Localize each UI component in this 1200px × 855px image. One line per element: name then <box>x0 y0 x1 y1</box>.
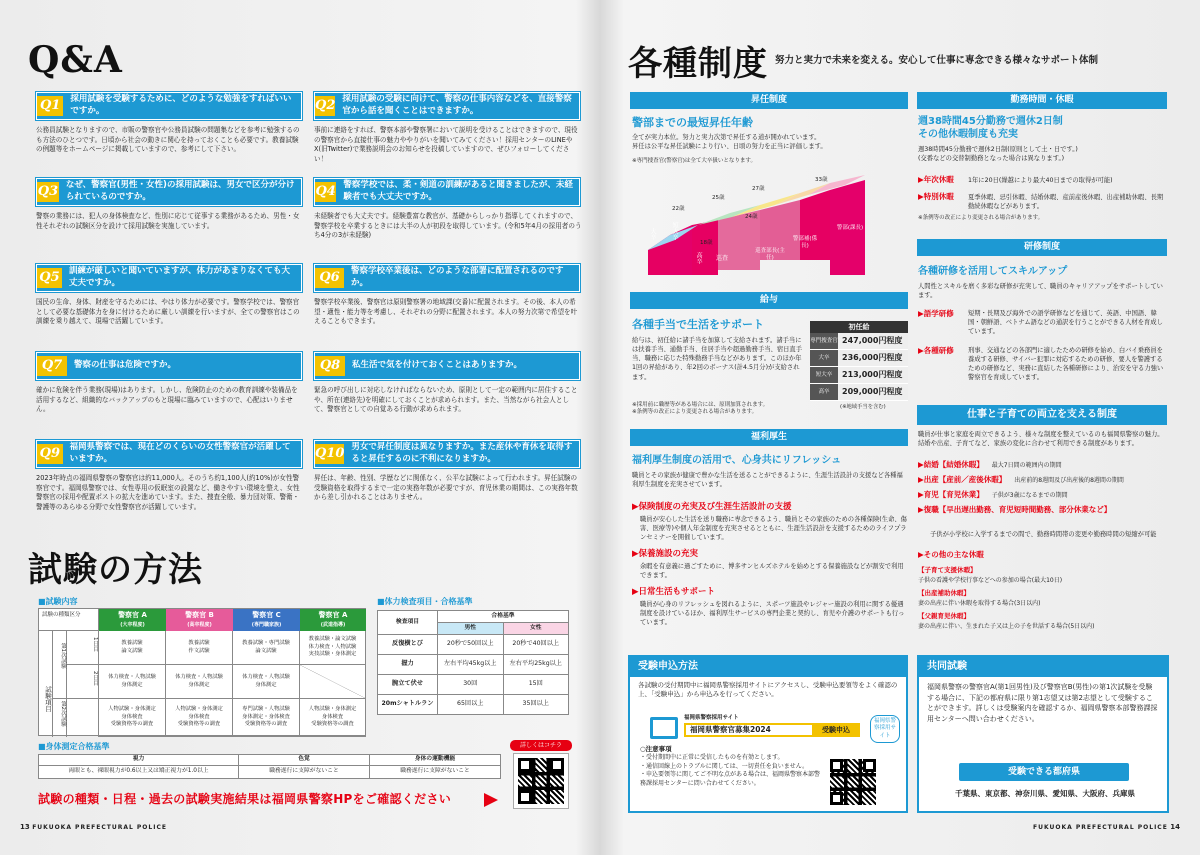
page-number-left: 13 <box>20 823 30 831</box>
exam-type-header: 試験の種類区分 <box>39 609 99 631</box>
salary-row <box>810 350 908 367</box>
welfare-t2: 余暇を有意義に過ごすために、博多サンヒルズホテルを始めとする保養施設などが割安で利用できます。 <box>640 563 904 580</box>
salary-head: 各種手当で生活をサポート <box>632 318 764 331</box>
bm-motor-val: 職務遂行に支障がないこと <box>370 765 501 778</box>
age-27: 27歳 <box>752 186 765 192</box>
balance-list <box>918 460 1168 521</box>
day1-label: 1日目 <box>67 631 99 665</box>
welfare-t1: 職員が安心した生活を送り職務に専念できるよう、職員とその家族のための各種保険(生命、傷害、医療等)や個人年金制度を充実させるとともに、生涯生活設計を支援するためのライフプランセミナーを開催しています。 <box>640 516 907 542</box>
balance-other: ▶その他の主な休暇 <box>918 550 984 559</box>
balance-item <box>918 505 1168 515</box>
col-a-name: 警察官 A <box>118 611 147 619</box>
answer-10: 昇任は、年齢、性別、学歴などに関係なく、公平な試験によって行われます。昇任試験の受験資格を取得するまで一定の実務年数が必要ですが、育児休業の期間は、この実務年数から差し引かれることはありません。 <box>314 474 578 502</box>
salary-row <box>810 384 908 401</box>
col-header-b <box>166 609 233 631</box>
col-header-c <box>233 609 300 631</box>
question-text: 私生活で気を付けておくことはありますか。 <box>352 360 523 371</box>
apply-qr-label: 福岡県警察採用サイト <box>870 715 900 743</box>
apply-text: 各試験の受付期間中に福岡県警察採用サイトにアクセスし、受験申込要領等をよく確認の上、「受験申込」から申込みを行ってください。 <box>638 681 898 699</box>
balance-item <box>918 460 1168 470</box>
pt-male: 男性 <box>438 623 504 635</box>
answer-6: 警察学校卒業後、警察官は原則警察署の地域課(交番)に配置されます。その後、本人の希望・適性・能力等を考慮し、それぞれの分野に配置されます。本人の努力次第で希望を叶えることもできます。 <box>314 298 578 326</box>
pt-item: 20mシャトルラン <box>378 695 438 715</box>
apply-note-title: ○注意事項 <box>640 745 672 753</box>
pt-item: 腕立て伏せ <box>378 675 438 695</box>
bm-color-val: 職務遂行に支障がないこと <box>239 765 370 778</box>
salary-table <box>810 333 908 401</box>
work-d1: 1年に20日(繰越により最大40日までの取得が可能) <box>968 177 1113 184</box>
welfare-head: 福利厚生制度の活用で、心身共にリフレッシュ <box>632 455 842 466</box>
balance-text: 職員が仕事と家庭を両立できるよう、様々な制度を整えているのも福岡県警察の魅力。結婚や出産、子育てなど、家族の変化に合わせて利用できる制度があります。 <box>918 431 1164 448</box>
work-l2: ▶特別休暇 <box>918 192 954 201</box>
age-22: 22歳 <box>672 206 685 212</box>
salary-type: 高卒 <box>810 384 838 400</box>
day2-label: 2日目 <box>67 665 99 699</box>
age-25: 25歳 <box>712 195 725 201</box>
site-label: 福岡県警察採用サイト <box>684 715 739 721</box>
salary-row <box>810 333 908 350</box>
q-tag: Q2 <box>315 96 335 116</box>
salary-amount: 236,000円程度 <box>838 350 908 366</box>
pt-value: 30回 <box>438 675 504 695</box>
laptop-icon <box>650 717 678 739</box>
welfare-t3: 職員が心身のリフレッシュを図れるように、スポーツ施設やレジャー施設の利用に関する優遇制度を設けているほか、福利厚生サービスの専門企業と契約し、育児や介護のサポートも行っています。 <box>640 601 905 627</box>
pt-head: 検査項目 <box>378 611 438 635</box>
age-33: 33歳 <box>815 177 828 183</box>
promo-text: 全てが実力本位。努力と実力次第で昇任する道が開かれています。 昇任は公平な昇任試験により行い、日頃の努力を正当に評価します。 <box>632 134 827 151</box>
question-text: 警察学校では、柔・剣道の訓練があると聞きましたが、未経験者でも大丈夫ですか。 <box>343 180 573 202</box>
welfare-s2: ▶保養施設の充実 <box>632 549 699 559</box>
answer-9: 2023年時点の福岡県警察の警察官は約11,000人。そのうち約1,100人(約10%)が女性警察官です。福岡県警察では、女性専用の仮眠室の設置など、働きやすい環境を整え、女性警察官の採用や配置ポストの拡大を進めています。また、捜査全般、暴力団対策、警衛・警護等のあらゆる分野で女性警察官が活躍しています。 <box>36 474 300 511</box>
pt-value: 20秒で50回以上 <box>438 635 504 655</box>
answer-3: 警察の業務には、犯人の身体検査など、性別に応じて従事する業務があるため、男性・女性それぞれの試験区分を設けて採用試験を実施しています。 <box>36 212 300 230</box>
joint-text: 福岡県警察の警察官A(第1回男性)及び警察官B(男性)の第1次試験を受験する場合に、下記の都府県に限り第1志望又は第2志望として受験することができます。詳しくは受験案内を確認するか、福岡県警察本部警務課採用センターへ問い合わせください。 <box>927 683 1158 723</box>
pt-value: 35回以上 <box>503 695 569 715</box>
joint-title: 共同試験 <box>919 657 1167 677</box>
joint-pref-bar: 受験できる都府県 <box>959 763 1129 781</box>
first-exam-label: 第1次試験 <box>53 631 67 699</box>
training-text: 人間性とスキルを磨く多彩な研修が充実して、職員のキャリアアップをサポートしています。 <box>918 283 1163 300</box>
col-header-a2 <box>300 609 366 631</box>
balance-sub2: 【出産補助休暇】 <box>918 589 970 597</box>
pt-item: 反復横とび <box>378 635 438 655</box>
balance-bar: 仕事と子育ての両立を支える制度 <box>917 405 1167 425</box>
question-text: 福岡県警察では、現在どのくらいの女性警察官が活躍していますか。 <box>69 442 291 464</box>
rank-4: 警部補(係長) <box>792 236 818 250</box>
question-4 <box>314 178 580 206</box>
balance-item-desc: 子供が3歳になるまでの期間 <box>991 492 1068 500</box>
salary-amount: 209,000円程度 <box>838 384 908 400</box>
exam-cell: 人物試験・身体測定 身体検査 受験資格等の調査 <box>166 699 233 737</box>
arrow-right-icon <box>484 793 498 807</box>
salary-amount: 213,000円程度 <box>838 367 908 383</box>
pt-value: 左右平均45kg以上 <box>438 655 504 675</box>
work-l1: ▶年次休暇 <box>918 175 954 184</box>
balance-item <box>918 475 1168 485</box>
question-6 <box>314 264 580 292</box>
work-bar: 勤務時間・休暇 <box>917 92 1167 109</box>
exam-cell: 専門試験・人物試験 身体測定・身体検査 受験資格等の調査 <box>233 699 300 737</box>
exam-cell: 人物試験・身体測定 身体検査 受験資格等の調査 <box>99 699 166 737</box>
question-text: 訓練が厳しいと聞いていますが、体力があまりなくても大丈夫ですか。 <box>68 266 290 288</box>
detail-label: 詳しくはコチラ <box>510 740 572 751</box>
q-tag: Q4 <box>315 182 336 202</box>
edu-junior: 短大卒 <box>671 222 679 240</box>
q-tag: Q5 <box>37 268 62 288</box>
q-tag: Q8 <box>315 356 345 376</box>
col-a2-name: 警察官 A <box>318 611 348 619</box>
q-tag: Q1 <box>37 96 63 116</box>
exam-cell: 教養試験 論文試験 <box>99 631 166 665</box>
salary-type: 短大卒 <box>810 367 838 383</box>
apply-button[interactable]: 受験申込 <box>812 723 860 737</box>
rank-1: 巡査 <box>716 255 729 262</box>
age-18: 18歳 <box>700 240 713 246</box>
exam-content-table <box>38 608 366 736</box>
bm-vision-val: 両眼とも、裸眼視力が0.6以上又は矯正視力が1.0以上 <box>39 765 239 778</box>
pt-female: 女性 <box>503 623 569 635</box>
pt-row <box>378 635 569 655</box>
age-24: 24歳 <box>745 214 758 220</box>
balance-item-label: ▶結婚【結婚休暇】 <box>918 460 984 469</box>
rank-5: 警部(課長) <box>836 225 864 231</box>
exam-cell: 体力検査・人物試験 身体測定 <box>99 665 166 699</box>
pt-row <box>378 695 569 715</box>
salary-bar: 給与 <box>630 292 908 309</box>
body-title: ■身体測定合格基準 <box>38 742 110 751</box>
balance-after: 子供が小学校に入学するまでの間で、勤務時間帯の変更や勤務時間の短縮が可能 <box>930 531 1157 538</box>
promo-head: 警部までの最短昇任年齢 <box>632 116 753 129</box>
question-10 <box>314 440 580 468</box>
balance-sub1t: 子供の看護や学校行事などへの参加の場合(最大10日) <box>918 577 1063 584</box>
exam-cell: 人物試験・身体測定 身体検査 受験資格等の調査 <box>300 699 366 737</box>
qa-title: Q&A <box>28 39 123 81</box>
welfare-bar: 福利厚生 <box>630 429 908 446</box>
salary-table-note: (※地域手当を含む) <box>840 404 886 410</box>
systems-subtitle: 努力と実力で未来を変える。安心して仕事に専念できる様々なサポート体制 <box>775 55 1099 66</box>
footer-left-name: FUKUOKA PREFECTURAL POLICE <box>32 824 167 831</box>
footer-right-name: FUKUOKA PREFECTURAL POLICE <box>1033 824 1168 831</box>
question-3 <box>36 178 302 206</box>
answer-1: 公務員試験となりますので、市販の警察官や公務員試験の問題集などを参考に勉強するのも方法のひとつです。日頃から社会の動きに関心を持っておくことも必要です。教養試験の例題等をホームページに掲載していますので、参考にして下さい。 <box>36 126 300 154</box>
balance-item-label: ▶育児【育児休業】 <box>918 490 984 500</box>
exam-cell: 教養試験・論文試験 体力検査・人物試験 実技試験・身体測定 <box>300 631 366 665</box>
question-text: 男女で昇任制度は異なりますか。また産休や育休を取得すると昇任するのに不利になりますか。 <box>351 442 573 464</box>
question-text: 警察学校卒業後は、どのような部署に配置されるのですか。 <box>351 266 564 288</box>
exam-cell: 体力検査・人物試験 身体測定 <box>233 665 300 699</box>
edu-high: 高卒 <box>695 252 703 264</box>
balance-sub2t: 妻の出産に伴い休暇を取得する場合(3日以内) <box>918 600 1041 607</box>
col-c-sub: (専門職家族) <box>251 622 282 629</box>
salary-row <box>810 367 908 384</box>
joint-prefs: 千葉県、東京都、神奈川県、愛知県、大阪府、兵庫県 <box>955 789 1135 798</box>
welfare-s3: ▶日常生活もサポート <box>632 587 716 597</box>
balance-item-desc: 最大7日間の範囲内の期間 <box>991 462 1062 469</box>
page-number-right: 14 <box>1170 823 1180 831</box>
question-7 <box>36 352 302 380</box>
training-l2: ▶各種研修 <box>918 346 954 355</box>
exam-cell: 教養試験・専門試験 論文試験 <box>233 631 300 665</box>
answer-4: 未経験者でも大丈夫です。経験豊富な教官が、基礎からしっかり指導してくれますので、警察学校を卒業するときには大半の人が初段を取得しています。(令和5年4月の採用者のうち4分の3が未経験) <box>314 212 582 240</box>
footer-left <box>20 823 167 832</box>
q-tag: Q3 <box>37 182 59 202</box>
physical-table <box>377 610 569 715</box>
pt-value: 65回以上 <box>438 695 504 715</box>
exam-banner[interactable]: 試験の種類・日程・過去の試験実施結果は福岡県警察HPをご確認ください <box>38 792 452 806</box>
question-5 <box>36 264 302 292</box>
physical-title: ■体力検査項目・合格基準 <box>377 597 473 606</box>
balance-sub3: 【父親育児休暇】 <box>918 612 970 620</box>
bm-motor: 身体の運動機能 <box>370 755 501 766</box>
question-text: 採用試験を受験するために、どのような勉強をすればいいですか。 <box>70 94 292 116</box>
salary-table-head: 初任給 <box>810 321 908 333</box>
balance-sub3t: 妻の出産に伴い、生まれた子又は上の子を世話する場合(5日以内) <box>918 623 1095 630</box>
col-a-sub: (大卒程度) <box>120 622 145 629</box>
exam-cell: 教養試験 作文試験 <box>166 631 233 665</box>
pt-item: 握力 <box>378 655 438 675</box>
salary-type: 専門捜査官 <box>810 333 838 349</box>
pt-value: 15回 <box>503 675 569 695</box>
promo-note: ※専門捜査官(警察官)は全て大卒扱いとなります。 <box>632 158 756 164</box>
row-label: 試験項目 <box>39 631 53 737</box>
salary-amount: 247,000円程度 <box>838 333 908 349</box>
balance-item-label: ▶復職【早出遅出勤務、育児短時間勤務、部分休業など】 <box>918 505 1112 515</box>
training-l1: ▶語学研修 <box>918 309 954 318</box>
balance-sub1: 【子育て支援休暇】 <box>918 566 977 574</box>
work-head: 週38時間45分勤務で週休2日制 その他休暇制度も充実 <box>918 116 1063 140</box>
exam-cell <box>300 665 366 699</box>
body-table <box>38 754 501 779</box>
salary-text: 給与は、初任給に諸手当を加算して支給されます。諸手当には扶養手当、通勤手当、住居手当や超過勤務手当、宿日直手当、職務に応じた特殊勤務手当などがあります。このほか年1回の昇給があり、年2回のボーナス(計4.5月分)が支給されます。 <box>632 337 803 381</box>
apply-notes: ・受付期間中に正常に受信したものを有効とします。 ・通信回線上のトラブルに関しては、一切責任を負いません。 ・申込要領等に関してご不明な点がある場合は、福岡県警察本部警務課採用センターに問い合わせてください。 <box>640 754 821 788</box>
training-d1: 短期・長期及び海外での語学研修などを通じて、英語、中国語、韓国・朝鮮語、ベトナム語などの通訳を行うことができる人材を育成しています。 <box>968 310 1163 336</box>
bm-vision: 視力 <box>39 755 239 766</box>
salary-type: 大卒 <box>810 350 838 366</box>
pt-row <box>378 655 569 675</box>
pt-row <box>378 675 569 695</box>
col-header-a <box>99 609 166 631</box>
question-8 <box>314 352 580 380</box>
pt-std: 合格基準 <box>438 611 569 623</box>
question-2 <box>314 92 580 120</box>
col-a2-sub: (武道指導) <box>320 622 346 629</box>
question-9 <box>36 440 302 468</box>
training-d2: 刑事、交通などの各部門に適したための研修を始め、白バイ乗務員を養成する研修、サイバー犯罪に対応するための研修、要人を警護するための研修など、実務に直結した各種研修により、治安を守る力強い警察官を育成しています。 <box>968 347 1164 382</box>
pt-value: 左右平均25kg以上 <box>503 655 569 675</box>
work-d2: 夏季休暇、忌引休暇、結婚休暇、産前産後休暇、出産補助休暇、長期勤続休暇などがあります。 <box>968 194 1164 211</box>
systems-title: 各種制度 <box>628 44 768 84</box>
apply-title: 受験申込方法 <box>630 657 906 677</box>
question-text: なぜ、警察官(男性・女性)の採用試験は、男女で区分が分けられているのですか。 <box>65 180 295 202</box>
q-tag: Q10 <box>315 444 344 464</box>
question-text: 採用試験の受験に向けて、警察の仕事内容などを、直接警察官から話を聞くことはできますか。 <box>342 94 572 116</box>
q-tag: Q6 <box>315 268 344 288</box>
joint-box <box>917 655 1169 813</box>
answer-2: 事前に連絡をすれば、警察本部や警察署において説明を受けることはできますので、現役の警察官から直接仕事の魅力ややりがいを聞いてみてください！採用センターのLINEやX(旧Twitter)で業務説明会のお知らせを投稿していますので、ぜひフォローしてください！ <box>314 126 578 163</box>
footer-right <box>1033 823 1180 832</box>
apply-box <box>628 655 908 813</box>
training-bar: 研修制度 <box>917 239 1167 256</box>
balance-item-label: ▶出産【産前／産後休暇】 <box>918 475 1007 485</box>
welfare-s1: ▶保険制度の充実及び生涯生活設計の支援 <box>632 502 792 512</box>
q-tag: Q9 <box>37 444 63 464</box>
exam-title: 試験の方法 <box>28 550 203 590</box>
work-text: 週38時間45分勤務で週休2日制(原則として土・日です。) (交番などの交替制勤務となった場合は異なります。) <box>918 146 1078 163</box>
question-1 <box>36 92 302 120</box>
col-c-name: 警察官 C <box>252 611 281 619</box>
answer-8: 緊急の呼び出しに対応しなければならないため、原則として一定の範囲内に居住することや、所在(連絡先)を明確にしておくことが求められます。また、当然ながら社会人として、警察官としての自覚ある行動が求められます。 <box>314 386 578 414</box>
bm-color: 色覚 <box>239 755 370 766</box>
balance-item <box>918 490 1168 500</box>
training-head: 各種研修を活用してスキルアップ <box>918 266 1068 277</box>
pt-value: 20秒で40回以上 <box>503 635 569 655</box>
edu-university: 大卒 <box>649 228 657 240</box>
qr-code-apply[interactable] <box>828 757 878 807</box>
exam-content-title: ■試験内容 <box>38 597 78 606</box>
col-b-name: 警察官 B <box>185 611 214 619</box>
rank-3: 巡査部長(主任) <box>755 248 785 262</box>
salary-note: ※採用前に職歴等がある場合には、原則加算されます。 ※条例等の改正により変更される場合があります。 <box>632 402 769 416</box>
q-tag: Q7 <box>37 356 67 376</box>
balance-item-desc: 出産前的8週間及び出産後的8週間の期間 <box>1014 477 1124 485</box>
question-text: 警察の仕事は危険ですか。 <box>74 360 177 371</box>
col-b-sub: (高卒程度) <box>187 622 212 629</box>
second-exam-label: 第2次試験 <box>53 699 67 737</box>
promo-bar: 昇任制度 <box>630 92 908 109</box>
answer-7: 確かに危険を伴う業務(現場)はあります。しかし、危険防止のための教育訓練や装備品を活用するなど、組織的なバックアップのもと現場に臨みていますので、心配はいりません。 <box>36 386 298 414</box>
welfare-text: 職員とその家族が健康で豊かな生活を送ることができるように、生涯生活設計の支援など各種福利厚生制度を充実させています。 <box>632 472 903 489</box>
work-note: ※条例等の改正により変更される場合があります。 <box>918 215 1044 221</box>
site-search-box[interactable]: 福岡県警察官募集2024 <box>684 723 834 737</box>
qr-code-left[interactable] <box>513 753 569 809</box>
exam-cell: 体力検査・人物試験 身体測定 <box>166 665 233 699</box>
answer-5: 国民の生命、身体、財産を守るためには、やはり体力が必要です。警察学校では、警察官として必要な基礎体力を身に付けるために厳しい訓練を行いますが、全ての警察官はこの訓練を乗り越えて、現場で活躍しています。 <box>36 298 300 326</box>
